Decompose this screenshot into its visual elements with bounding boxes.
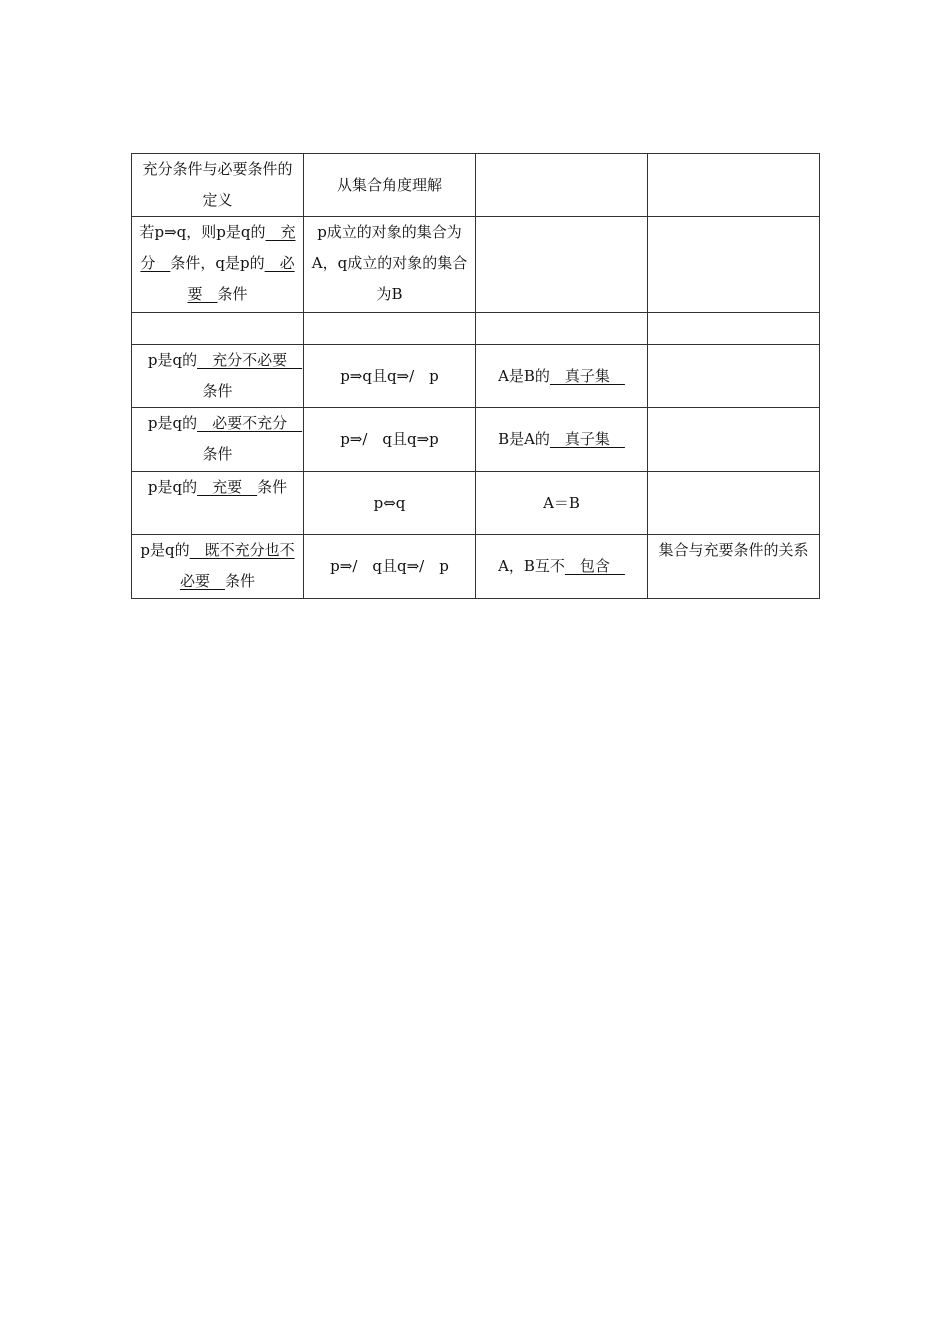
header-definition-cell: 充分条件与必要条件的定义 — [132, 154, 304, 217]
condition-cell — [132, 535, 304, 599]
condition-cell — [132, 472, 304, 535]
relation-cell: p⇒/ q且q⇒p — [304, 408, 476, 472]
condition-prefix: p是q的 — [140, 541, 190, 559]
table-row-sufficient-not-necessary — [132, 345, 820, 408]
condition-cell — [132, 345, 304, 408]
relation-cell: p⇒/ q且q⇒/ p — [304, 535, 476, 599]
set-relation-prefix: A是B的 — [498, 366, 550, 385]
table-row-empty — [132, 313, 820, 345]
extra-cell — [648, 408, 820, 472]
condition-suffix: 条件 — [202, 445, 233, 463]
conditions-table — [131, 153, 820, 599]
condition-suffix: 条件 — [202, 382, 233, 400]
set-relation-cell — [476, 408, 648, 472]
table-row-necessary-not-sufficient — [132, 408, 820, 472]
condition-prefix: p是q的 — [147, 414, 198, 432]
set-relation-cell: A＝B — [476, 472, 648, 535]
definition-empty-cell-4 — [648, 217, 820, 313]
table-row-necessary-and-sufficient — [132, 472, 820, 535]
set-relation-prefix: A，B互不 — [498, 557, 565, 575]
empty-cell-3 — [476, 313, 648, 345]
condition-cell — [132, 408, 304, 472]
table-row-neither — [132, 535, 820, 599]
condition-blank: 充分不必要 — [197, 351, 303, 369]
set-relation-cell — [476, 535, 648, 599]
relation-cell: p⇔q — [304, 472, 476, 535]
set-relation-cell — [476, 345, 648, 408]
condition-prefix: p是q的 — [147, 351, 198, 369]
definition-empty-cell-3 — [476, 217, 648, 313]
definition-cell — [132, 217, 304, 313]
header-empty-cell-4 — [648, 154, 820, 217]
header-empty-cell-3 — [476, 154, 648, 217]
condition-blank: 既不充分也不必要 — [179, 541, 295, 590]
relation-cell: p⇒q且q⇒/ p — [304, 345, 476, 408]
definition-text-1: 若p⇒q，则p是q的 — [139, 223, 266, 241]
empty-cell-2 — [304, 313, 476, 345]
set-relation-prefix: B是A的 — [498, 430, 550, 448]
definition-text-2: 条件，q是p的 — [170, 254, 265, 272]
definition-text-3: 条件 — [217, 285, 248, 303]
condition-blank: 必要不充分 — [197, 414, 303, 432]
set-relation-blank: 包含 — [564, 557, 625, 575]
condition-prefix: p是q的 — [147, 478, 198, 496]
definition-blank-sufficient: 充分 — [140, 223, 296, 272]
set-relation-blank: 真子集 — [549, 366, 625, 385]
condition-suffix: 条件 — [225, 572, 256, 590]
condition-blank: 充要 — [197, 478, 258, 496]
header-set-perspective-cell: 从集合角度理解 — [304, 154, 476, 217]
condition-suffix: 条件 — [257, 478, 288, 496]
empty-cell-4 — [648, 313, 820, 345]
extra-cell — [648, 472, 820, 535]
set-definition-cell: p成立的对象的集合为A，q成立的对象的集合为B — [304, 217, 476, 313]
empty-cell-1 — [132, 313, 304, 345]
definition-blank-necessary: 必要 — [187, 254, 295, 303]
extra-cell — [648, 345, 820, 408]
set-condition-relation-cell: 集合与充要条件的关系 — [648, 535, 820, 599]
set-relation-blank: 真子集 — [549, 430, 625, 448]
table-row-definition — [132, 217, 820, 313]
table-header-row — [132, 154, 820, 217]
